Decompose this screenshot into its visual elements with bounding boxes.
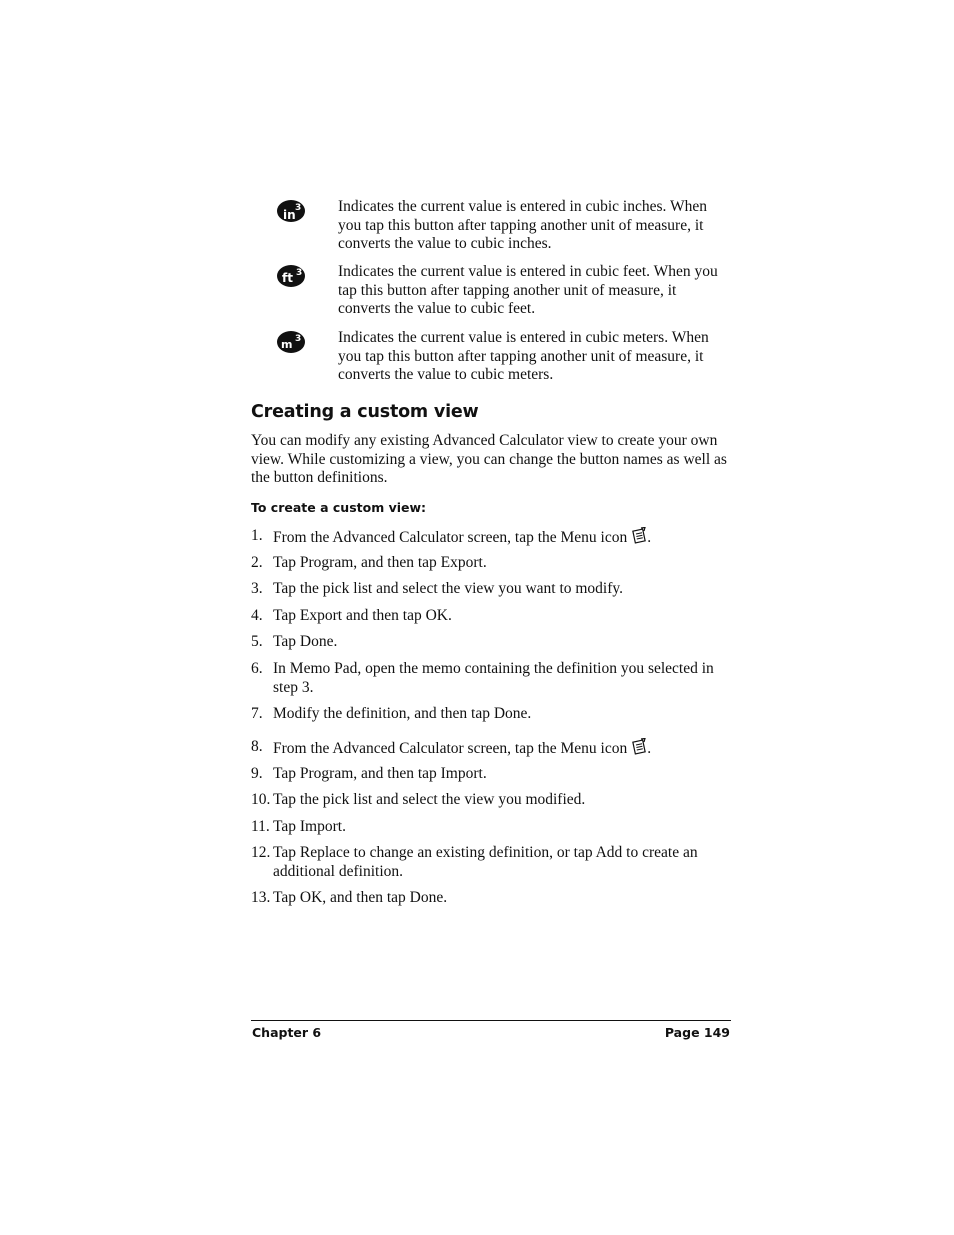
step-number: 3. — [251, 580, 263, 597]
svg-text:ft: ft — [282, 271, 293, 285]
step-number: 7. — [251, 705, 263, 722]
svg-text:3: 3 — [295, 334, 302, 344]
step-number: 6. — [251, 660, 263, 677]
unit-description: Indicates the current value is entered in cubic meters. When you tap this button after tapping another unit of measure, it converts the value to cubic meters. — [338, 329, 709, 384]
step-number: 10. — [251, 791, 271, 808]
step-text: Tap Import. — [273, 818, 346, 835]
step-text-wrap — [273, 527, 733, 548]
cubic-feet-button-icon — [276, 263, 308, 289]
menu-icon — [631, 738, 647, 755]
step-text: Tap the pick list and select the view you want to modify. — [273, 580, 624, 597]
step-suffix: . — [647, 740, 652, 757]
cubic-meters-button-icon — [276, 329, 308, 355]
step-text: Tap Program, and then tap Import. — [273, 765, 487, 782]
step-number: 9. — [251, 765, 263, 782]
step-suffix: . — [647, 529, 652, 546]
step-number: 11. — [251, 818, 270, 835]
footer-chapter: Chapter 6 — [252, 1025, 322, 1040]
step-text: In Memo Pad, open the memo containing the definition you selected in step 3. — [273, 660, 714, 696]
step-text: From the Advanced Calculator screen, tap the Menu icon — [273, 529, 628, 546]
cubic-inches-button-icon — [276, 198, 308, 224]
step-text: Tap Export and then tap OK. — [273, 607, 452, 624]
step-number: 12. — [251, 844, 271, 861]
step-text: Tap OK, and then tap Done. — [273, 889, 448, 906]
step-text: Tap Program, and then tap Export. — [273, 554, 487, 571]
section-heading: Creating a custom view — [251, 402, 479, 422]
svg-text:m: m — [281, 338, 293, 351]
step-text: Modify the definition, and then tap Done. — [273, 705, 532, 722]
unit-description: Indicates the current value is entered in cubic feet. When you tap this button after tapping another unit of measure, it converts the value to cubic feet. — [338, 263, 718, 318]
svg-text:in: in — [283, 208, 296, 222]
step-number: 5. — [251, 633, 263, 650]
step-text-wrap — [273, 738, 733, 759]
menu-icon — [631, 527, 647, 544]
step-number: 8. — [251, 738, 263, 755]
step-number: 13. — [251, 889, 271, 906]
step-number: 4. — [251, 607, 263, 624]
step-text: From the Advanced Calculator screen, tap the Menu icon — [273, 740, 628, 757]
svg-text:3: 3 — [296, 268, 303, 278]
intro-paragraph: You can modify any existing Advanced Calculator view to create your own view. While customizing a view, you can change the button names as well as the button definitions. — [251, 432, 727, 487]
step-text: Tap the pick list and select the view you modified. — [273, 791, 586, 808]
unit-description: Indicates the current value is entered in cubic inches. When you tap this button after tapping another unit of measure, it converts the value to cubic inches. — [338, 198, 707, 253]
step-text: Tap Done. — [273, 633, 338, 650]
step-number: 2. — [251, 554, 263, 571]
footer-divider — [251, 1020, 731, 1021]
step-number: 1. — [251, 527, 263, 544]
svg-text:3: 3 — [295, 203, 302, 213]
step-text: Tap Replace to change an existing definition, or tap Add to create an additional definition. — [273, 844, 698, 880]
footer-page-number: Page 149 — [664, 1025, 730, 1040]
procedure-heading: To create a custom view: — [251, 500, 427, 515]
